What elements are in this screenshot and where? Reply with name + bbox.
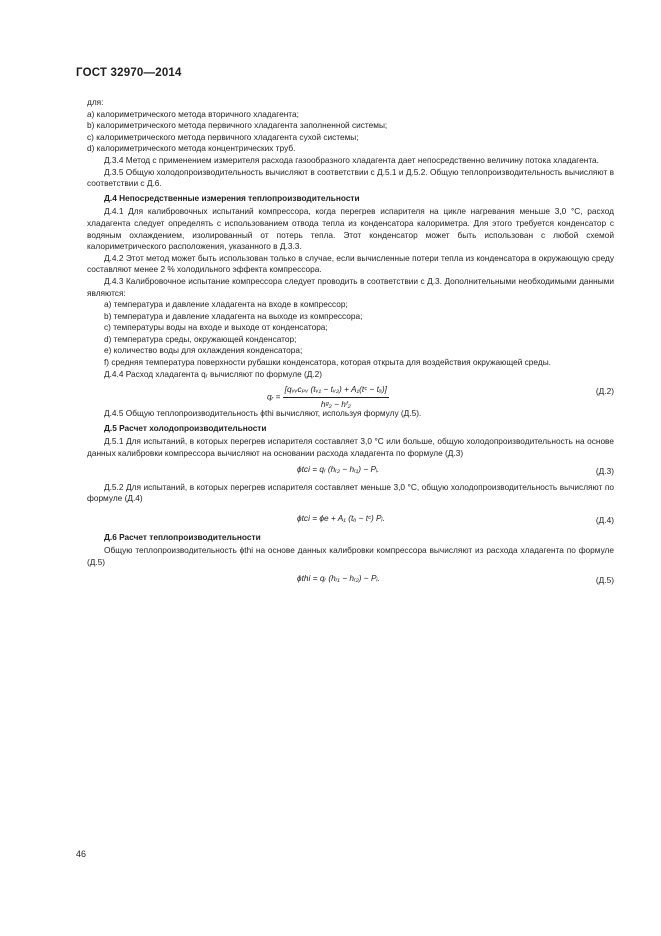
- list-item: b) температура и давление хладагента на выходе из компрессора;: [104, 310, 363, 321]
- list-item: d) калориметрического метода концентрических труб.: [87, 143, 296, 154]
- list-item: e) количество воды для охлаждения конденсатора;: [104, 345, 303, 356]
- paragraph-d34: Д.3.4 Метод с применением измерителя расхода газообразного хладагента дает непосредственно величину потока хладагента.: [104, 154, 599, 165]
- formula-d2-numerator: [qᵥᵥcₚᵥ (tᵥ₁ − tᵥ₂) + A₁(tᶜ − tₐ)]: [283, 384, 389, 398]
- paragraph-d41: Д.4.1 Для калибровочных испытаний компрессора, когда перегрев испарителя на цикле нагревания меньше 3,0 °С, расход хладагента следует определять с использованием отвода тепла из конденсатора калориметра. Для этого требуется конденсатор с водяным охлаждением, изолированный от потерь тепла. Этот конденсатор может быть использован с любой схемой калориметрического расположения, указанного в Д.3.3.: [87, 206, 614, 252]
- paragraph-d35: Д.3.5 Общую холодопроизводительность вычисляют в соответствии с Д.5.1 и Д.5.2. Общую теплопроизводительность вычисляют в соответствии с Д.6.: [87, 166, 614, 189]
- section-heading-d6: Д.6 Расчет теплопроизводительности: [104, 531, 261, 542]
- list-item: d) температура среды, окружающей конденсатор;: [104, 333, 297, 344]
- paragraph-d51: Д.5.1 Для испытаний, в которых перегрев испарителя составляет 3,0 °С или больше, общую холодопроизводительность на основе данных калибровки компрессора вычисляют на основании расхода хладагента по формуле (Д.3): [87, 436, 614, 459]
- list-item: c) температуры воды на входе и выходе от конденсатора;: [104, 322, 328, 333]
- formula-d4-number: (Д.4): [595, 514, 614, 525]
- formula-d4: [87, 511, 614, 529]
- formula-d2-fraction: [283, 384, 389, 410]
- paragraph-d43: Д.4.3 Калибровочное испытание компрессора следует проводить в соответствии с Д.3. Дополнительными необходимыми данными являются:: [87, 275, 614, 298]
- formula-d2-number: (Д.2): [595, 386, 614, 397]
- list-item: c) калориметрического метода первичного хладагента сухой системы;: [87, 131, 359, 142]
- formula-d2-denominator: hᵍ₂ − hᶠ₂: [320, 398, 351, 409]
- formula-d5-expression: ϕthi = qᵣ (hᵣ₁ − hᵣ₂) − Pᵢ.: [297, 572, 380, 583]
- paragraph-d6: Общую теплопроизводительность ϕthi на основе данных калибровки компрессора вычисляют из расхода хладагента по формуле (Д.5): [87, 545, 614, 567]
- list-item: a) калориметрического метода вторичного хладагента;: [87, 108, 299, 119]
- formula-d3: [87, 462, 614, 480]
- paragraph-d42: Д.4.2 Этот метод может быть использован только в случае, если вычисленные потери тепла из конденсатора в окружающую среду составляют менее 2 % холодильного эффекта компрессора.: [87, 252, 614, 275]
- page-number: 46: [76, 849, 87, 859]
- formula-d4-expression: ϕtci = ϕe + A₁ (tₐ − tᶜ) Pᵢ.: [297, 512, 385, 523]
- formula-d5: [87, 571, 614, 589]
- spacer: [87, 505, 614, 509]
- list-item: a) температура и давление хладагента на входе в компрессор;: [104, 299, 348, 310]
- intro-line: для:: [87, 97, 104, 107]
- document-body: [87, 97, 614, 591]
- paragraph-d44: Д.4.4 Расход хладагента qᵣ вычисляют по формуле (Д.2): [104, 368, 323, 379]
- formula-d2-lhs: qᵣ =: [267, 391, 281, 402]
- formula-d3-number: (Д.3): [595, 465, 614, 476]
- formula-d3-expression: ϕtci = qᵣ (hᵣ₂ − hᵣ₁) − Pᵢ.: [297, 463, 380, 474]
- formula-d5-number: (Д.5): [595, 574, 614, 585]
- formula-d2: [87, 382, 614, 409]
- section-heading-d4: Д.4 Непосредственные измерения теплопроизводительности: [104, 192, 360, 203]
- list-item: b) калориметрического метода первичного хладагента заполненной системы;: [87, 120, 388, 131]
- section-heading-d5: Д.5 Расчет холодопроизводительности: [104, 422, 267, 433]
- paragraph-d52: Д.5.2 Для испытаний, в которых перегрев испарителя составляет меньше 3,0 °С, общую холодопроизводительность вычисляют по формуле (Д.4): [87, 481, 614, 504]
- formula-d2-expression: [267, 384, 389, 410]
- standard-header: ГОСТ 32970—2014: [76, 67, 182, 79]
- paragraph-d45: Д.4.5 Общую теплопроизводительность ϕthi вычисляют, используя формулу (Д.5).: [104, 408, 422, 419]
- list-item: f) средняя температура поверхности рубашки конденсатора, которая открыта для воздействия окружающей среды.: [104, 357, 551, 368]
